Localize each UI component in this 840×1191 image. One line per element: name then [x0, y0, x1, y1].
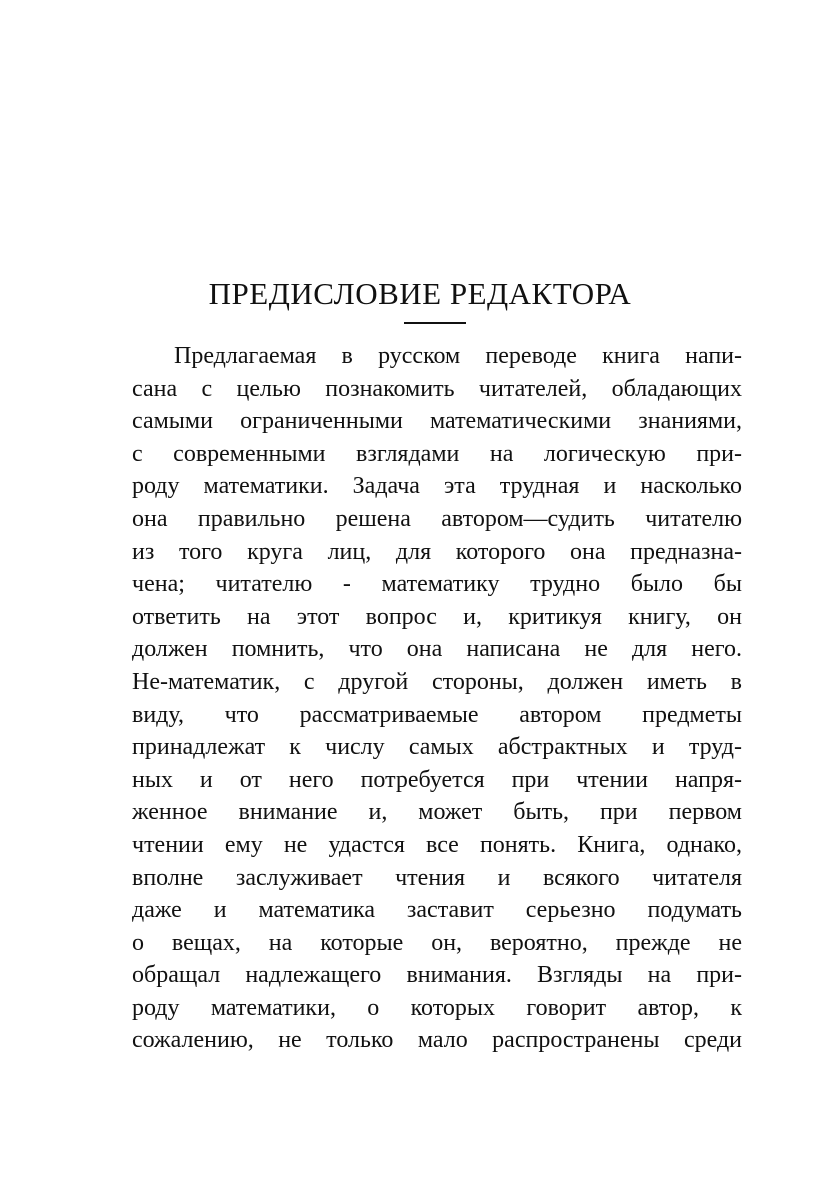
text-line: о вещах, на которые он, вероятно, прежде не: [132, 929, 742, 956]
text-line: сожалению, не только мало распространены среди: [132, 1027, 742, 1054]
text-line: Предлагаемая в русском переводе книга напи-: [174, 343, 742, 369]
text-line: принадлежат к числу самых абстрактных и труд-: [132, 734, 742, 761]
text-line: виду, что рассматриваемые автором предметы: [132, 701, 742, 728]
text-line: роду математики, о которых говорит автор, к: [132, 994, 742, 1021]
text-line: роду математики. Задача эта трудная и насколько: [132, 473, 742, 500]
text-line: даже и математика заставит серьезно подумать: [132, 897, 742, 924]
body-text: [132, 340, 742, 1057]
text-line: чтении ему не удастся все понять. Книга, однако,: [132, 831, 742, 858]
text-line: вполне заслуживает чтения и всякого читателя: [132, 864, 742, 891]
heading-rule: [404, 322, 466, 324]
text-line: с современными взглядами на логическую при-: [132, 440, 742, 467]
text-line: ных и от него потребуется при чтении напря-: [132, 766, 742, 793]
text-line: из того круга лиц, для которого она предназна-: [132, 538, 742, 565]
page-heading: ПРЕДИСЛОВИЕ РЕДАКТОРА: [208, 276, 632, 311]
text-line: женное внимание и, может быть, при первом: [132, 799, 742, 826]
text-line: Не-математик, с другой стороны, должен иметь в: [132, 668, 742, 695]
text-line: обращал надлежащего внимания. Взгляды на при-: [132, 962, 742, 989]
text-line: должен помнить, что она написана не для него.: [132, 636, 742, 663]
text-line: самыми ограниченными математическими знаниями,: [132, 408, 742, 435]
text-line: она правильно решена автором—судить читателю: [132, 505, 742, 532]
text-line: ответить на этот вопрос и, критикуя книгу, он: [132, 603, 742, 630]
text-line: сана с целью познакомить читателей, обладающих: [132, 375, 742, 402]
text-line: чена; читателю - математику трудно было бы: [132, 571, 742, 598]
